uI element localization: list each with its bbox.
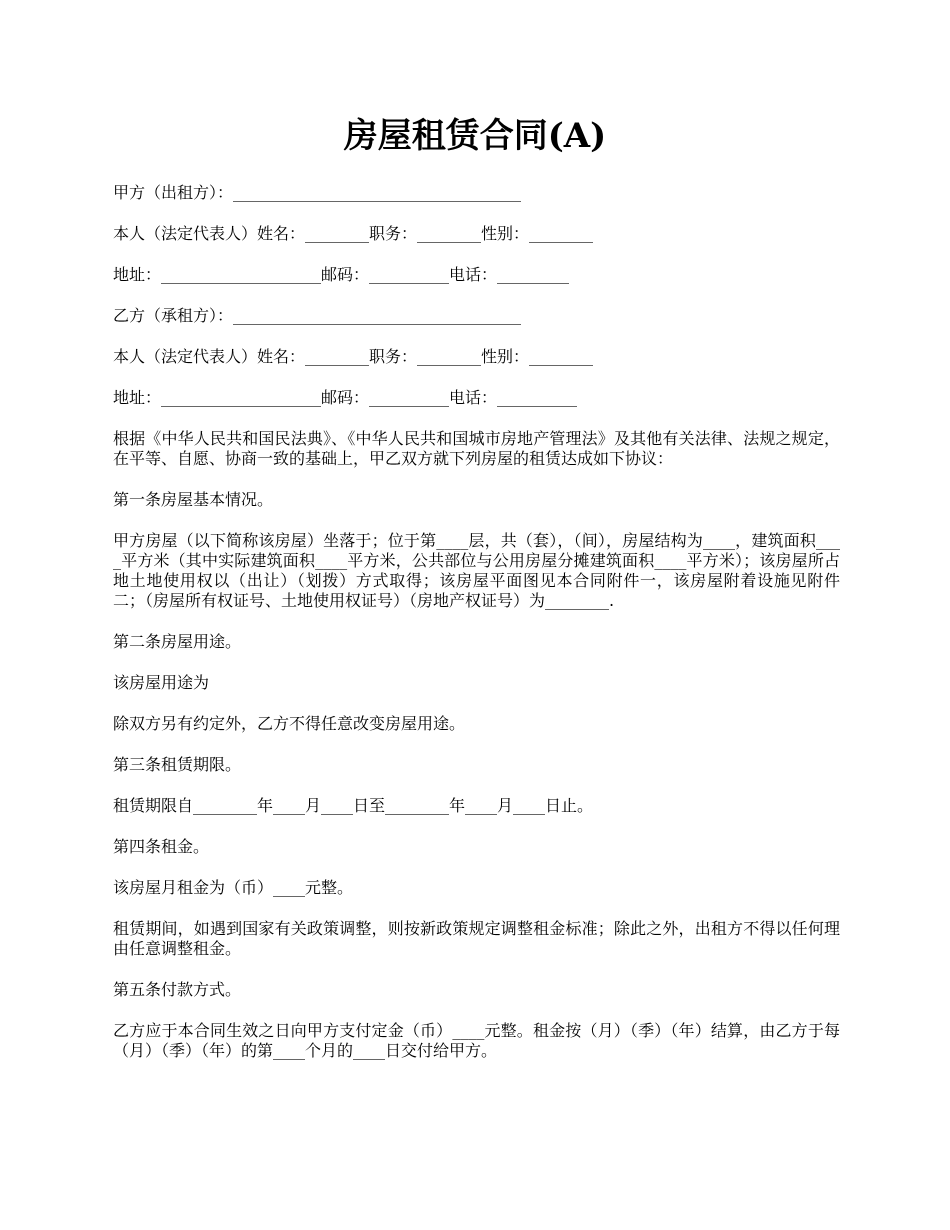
preamble-paragraph: 根据《中华人民共和国民法典》、《中华人民共和国城市房地产管理法》及其他有关法律、法规之规定，在平等、自愿、协商一致的基础上，甲乙双方就下列房屋的租赁达成如下协议： [113,429,840,468]
article-1-text: 甲方房屋（以下简称该房屋）坐落于；位于第____层，共（套），（间），房屋结构为____，建筑面积____平方米（其中实际建筑面积____平方米，公共部位与公用房屋分摊建筑面积____平方米）；该房屋所占地土地使用权以（出让）（划拨）方式取得；该房屋平面图见本合同附件一，该房屋附着设施见附件二；（房屋所有权证号、土地使用权证号）（房地产权证号）为________. [113,531,840,610]
party-a-line: 甲方（出租方）：____________________________________ [113,183,522,202]
party-a-address-line: 地址：____________________邮码：__________电话：_________ [113,265,570,284]
party-b-address-line: 地址：____________________邮码：__________电话：__________ [113,388,578,407]
article-4-note: 租赁期间，如遇到国家有关政策调整，则按新政策规定调整租金标准；除此之外，出租方不得以任何理由任意调整租金。 [113,919,840,958]
article-4-heading: 第四条租金。 [113,837,210,856]
article-3-text: 租赁期限自________年____月____日至________年____月____日止。 [113,796,594,815]
article-3-heading: 第三条租赁期限。 [113,755,242,774]
article-1-heading: 第一条房屋基本情况。 [113,490,274,509]
article-2-heading: 第二条房屋用途。 [113,632,242,651]
article-4-text: 该房屋月租金为（币）____元整。 [113,878,354,897]
document-body [113,183,840,1082]
party-b-line: 乙方（承租方）：____________________________________ [113,306,522,325]
article-2-note: 除双方另有约定外，乙方不得任意改变房屋用途。 [113,714,466,733]
document-title: 房屋租赁合同(A) [343,116,607,156]
article-5-text: 乙方应于本合同生效之日向甲方支付定金（币）____元整。租金按（月）（季）（年）结算，由乙方于每（月）（季）（年）的第____个月的____日交付给甲方。 [113,1021,840,1060]
article-5-heading: 第五条付款方式。 [113,980,242,999]
party-a-representative-line: 本人（法定代表人）姓名：________职务：________性别：________ [113,224,594,243]
article-2-text: 该房屋用途为 [113,673,210,692]
party-b-representative-line: 本人（法定代表人）姓名：________职务：________性别：________ [113,347,594,366]
